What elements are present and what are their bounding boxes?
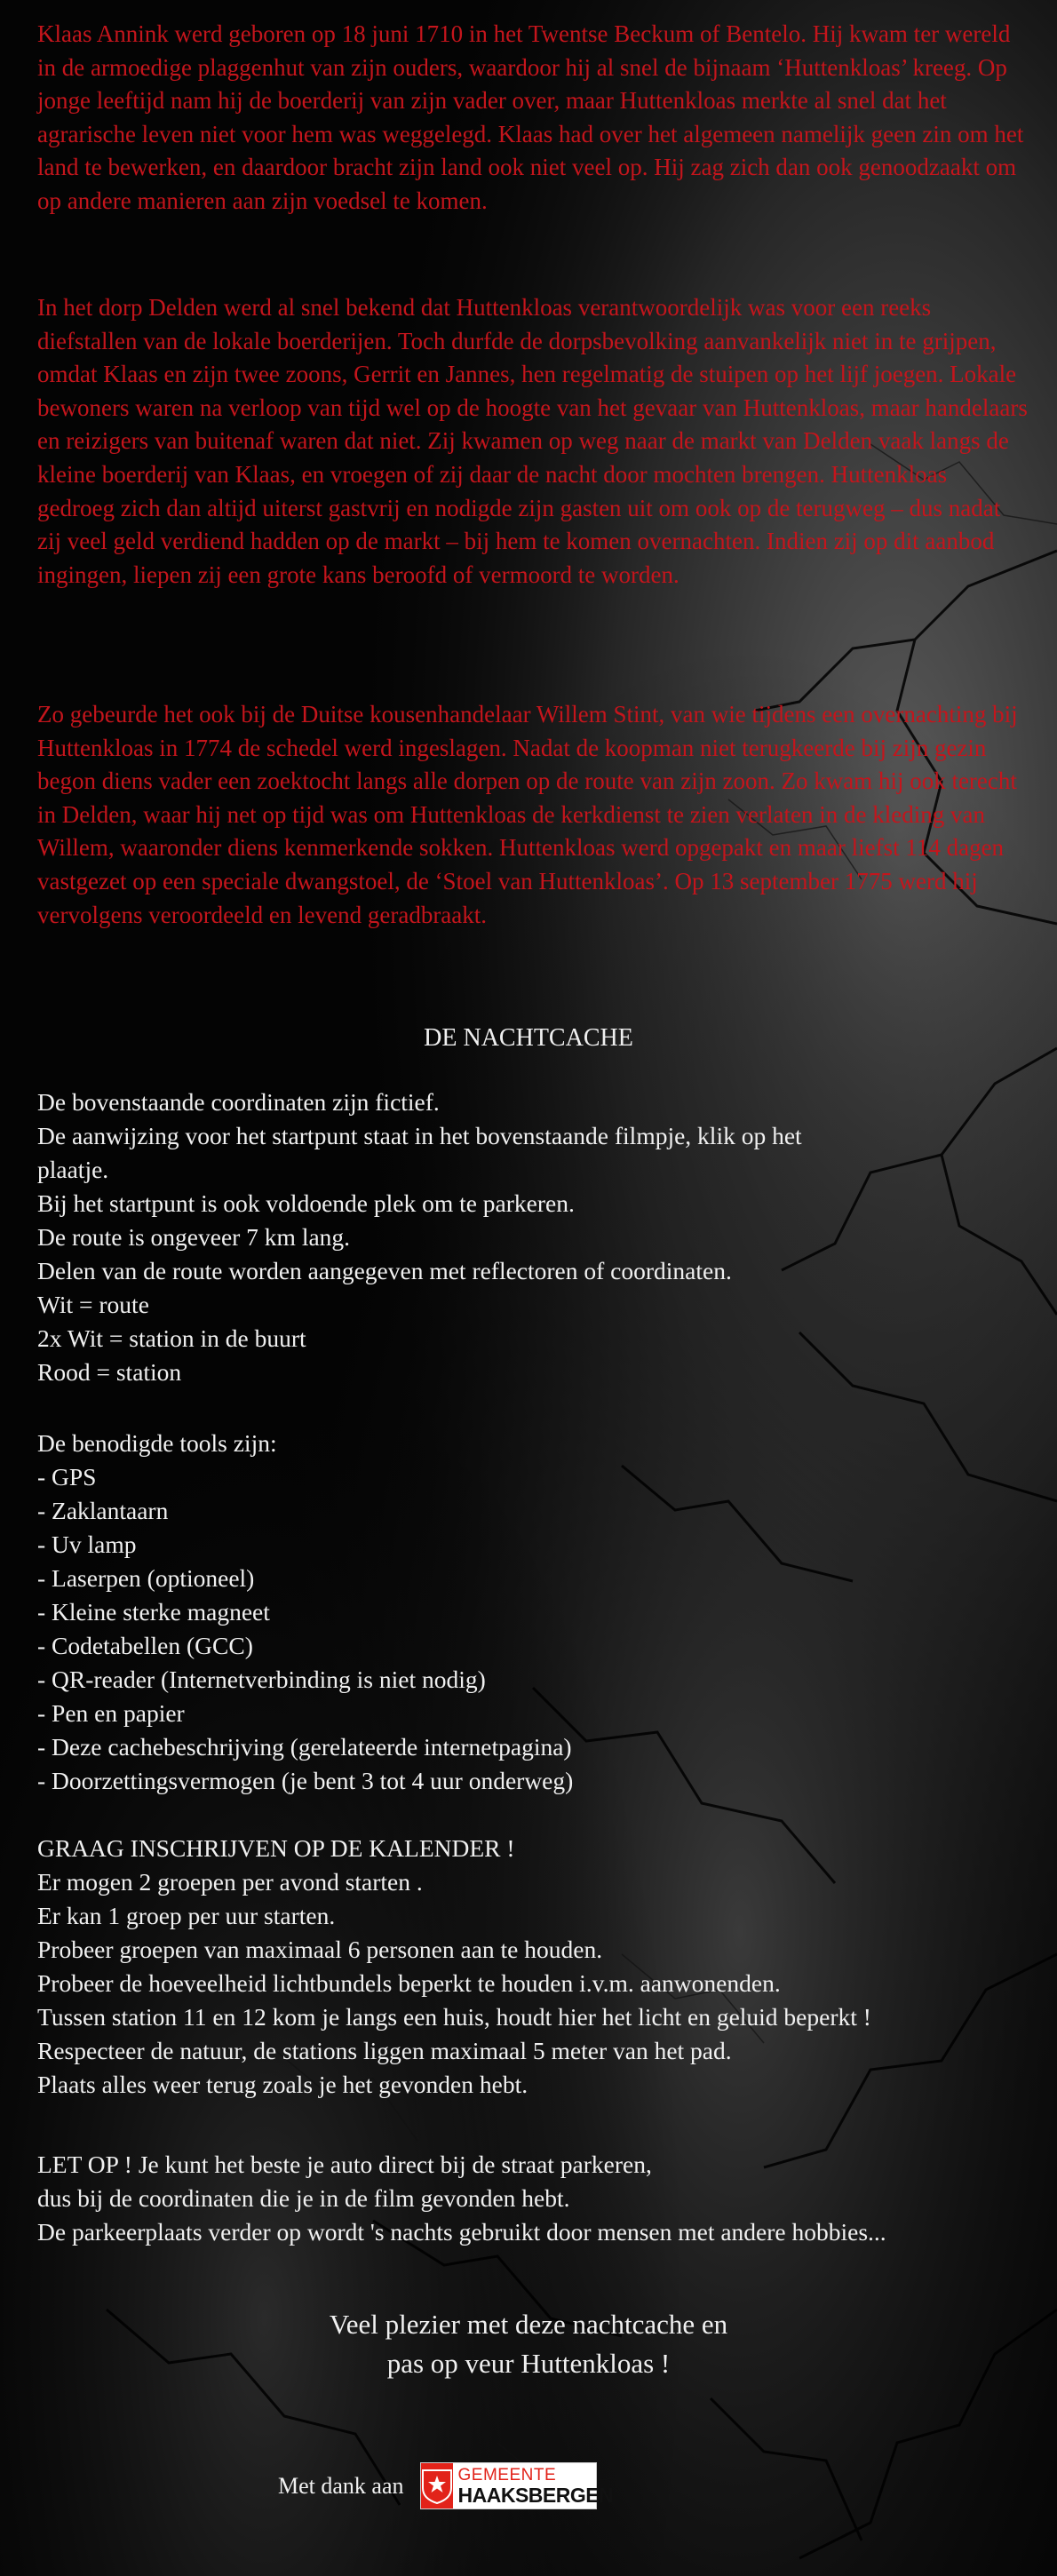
closing-line-2: pas op veur Huttenkloas ! <box>386 2348 671 2379</box>
tools-heading: De benodigde tools zijn: <box>37 1429 277 1457</box>
rules-block <box>37 1832 871 2102</box>
rule-line: Er kan 1 groep per uur starten. <box>37 1902 336 1929</box>
rule-line: Probeer de hoeveelheid lichtbundels beperkt te houden i.v.m. aanwonenden. <box>37 1969 781 1997</box>
tool-item: - QR-reader (Internetverbinding is niet nodig) <box>37 1666 486 1693</box>
warning-line: De parkeerplaats verder op wordt 's nachts gebruikt door mensen met andere hobbies... <box>37 2218 886 2246</box>
intro-line: Delen van de route worden aangegeven met reflectoren of coordinaten. <box>37 1257 732 1284</box>
rule-line: Respecteer de natuur, de stations liggen maximaal 5 meter van het pad. <box>37 2037 732 2064</box>
tool-item: - Doorzettingsvermogen (je bent 3 tot 4 uur onderweg) <box>37 1767 574 1794</box>
tool-item: - Deze cachebeschrijving (gerelateerde internetpagina) <box>37 1733 572 1761</box>
thanks-row <box>278 2462 614 2509</box>
tool-item: - Pen en papier <box>37 1699 185 1727</box>
intro-line: Wit = route <box>37 1291 149 1318</box>
intro-line: De aanwijzing voor het startpunt staat in het bovenstaande filmpje, klik op het <box>37 1122 802 1149</box>
intro-line: 2x Wit = station in de buurt <box>37 1324 306 1352</box>
tool-item: - Uv lamp <box>37 1530 137 1558</box>
tool-item: - GPS <box>37 1463 97 1491</box>
warning-block <box>37 2148 886 2249</box>
story-paragraph-3: Zo gebeurde het ook bij de Duitse kousenhandelaar Willem Stint, van wie tijdens een overnachting bij Huttenkloas in 1774 de schedel werd ingeslagen. Nadat de koopman niet terugkeerde bij zijn gezin begon diens vader een zoektocht langs alle dorpen op de route van zijn zoon. Zo kwam hij ook terecht in Delden, waar hij net op tijd was om Huttenkloas de kerkdienst te zien verlaten in de kleding van Willem, waaronder diens kenmerkende sokken. Huttenkloas werd opgepakt en maar liefst 114 dagen vastgezet op een speciale dwangstoel, de ‘Stoel van Huttenkloas’. Op 13 september 1775 werd hij vervolgens veroordeeld en levend geradbraakt. <box>37 701 1018 928</box>
warning-line: LET OP ! Je kunt het beste je auto direct bij de straat parkeren, <box>37 2151 652 2178</box>
intro-line: plaatje. <box>37 1156 109 1183</box>
tools-list <box>37 1427 573 1798</box>
tool-item: - Zaklantaarn <box>37 1497 169 1524</box>
intro-line: Rood = station <box>37 1358 182 1386</box>
logo-bottom-text: HAAKSBERGEN <box>457 2483 614 2507</box>
logo-top-text: GEMEENTE <box>457 2465 557 2485</box>
haaksbergen-coat-of-arms-icon <box>421 2463 453 2508</box>
intro-line: De bovenstaande coordinaten zijn fictief. <box>37 1088 440 1116</box>
intro-line: Bij het startpunt is ook voldoende plek om te parkeren. <box>37 1189 575 1217</box>
intro-line: De route is ongeveer 7 km lang. <box>37 1223 351 1251</box>
rule-line: Plaats alles weer terug zoals je het gevonden hebt. <box>37 2071 528 2098</box>
section-title: DE NACHTCACHE <box>424 1024 633 1052</box>
story-paragraph-2: In het dorp Delden werd al snel bekend dat Huttenkloas verantwoordelijk was voor een reeks diefstallen van de lokale boerderijen. Toch durfde de dorpsbevolking aanvankelijk niet in te grijpen, omdat Klaas en zijn twee zoons, Gerrit en Jannes, hen regelmatig de stuipen op het lijf joegen. Lokale bewoners waren na verloop van tijd wel op de hoogte van het gevaar van Huttenkloas, maar handelaars en reizigers van buitenaf waren dat niet. Zij kwamen op weg naar de markt van Delden vaak langs de kleine boerderij van Klaas, en vroegen of zij daar de nacht door mochten brengen. Huttenkloas gedroeg zich dan altijd uiterst gastvrij en nodigde zijn gasten uit om ook op de terugweg – dus nadat zij veel geld verdiend hadden op de markt – bij hem te komen overnachten. Indien zij op dit aanbod ingingen, liepen zij een grote kans beroofd of vermoord te worden. <box>37 294 1028 588</box>
haaksbergen-logo <box>420 2462 614 2509</box>
tool-item: - Codetabellen (GCC) <box>37 1632 253 1659</box>
warning-line: dus bij de coordinaten die je in de film gevonden hebt. <box>37 2184 570 2212</box>
thanks-label: Met dank aan <box>278 2472 404 2499</box>
rule-line: Er mogen 2 groepen per avond starten . <box>37 1868 423 1896</box>
rule-line: Tussen station 11 en 12 kom je langs een huis, houdt hier het licht en geluid beperkt ! <box>37 2003 871 2031</box>
closing-line-1: Veel plezier met deze nachtcache en <box>329 2309 728 2340</box>
intro-block <box>37 1085 802 1389</box>
tool-item: - Kleine sterke magneet <box>37 1598 270 1626</box>
rule-line: Probeer groepen van maximaal 6 personen aan te houden. <box>37 1936 603 1963</box>
rules-heading: GRAAG INSCHRIJVEN OP DE KALENDER ! <box>37 1834 515 1862</box>
tool-item: - Laserpen (optioneel) <box>37 1564 255 1592</box>
story-paragraph-1: Klaas Annink werd geboren op 18 juni 1710 in het Twentse Beckum of Bentelo. Hij kwam ter wereld in de armoedige plaggenhut van zijn ouders, waardoor hij al snel de bijnaam ‘Huttenkloas’ kreeg. Op jonge leeftijd nam hij de boerderij van zijn vader over, maar Huttenkloas merkte al snel dat het agrarische leven niet voor hem was weggelegd. Klaas had over het algemeen namelijk geen zin om het land te bewerken, en daardoor bracht zijn land ook niet veel op. Hij zag zich dan ook genoodzaakt om op andere manieren aan zijn voedsel te komen. <box>37 20 1024 214</box>
closing-message <box>0 2305 1057 2383</box>
